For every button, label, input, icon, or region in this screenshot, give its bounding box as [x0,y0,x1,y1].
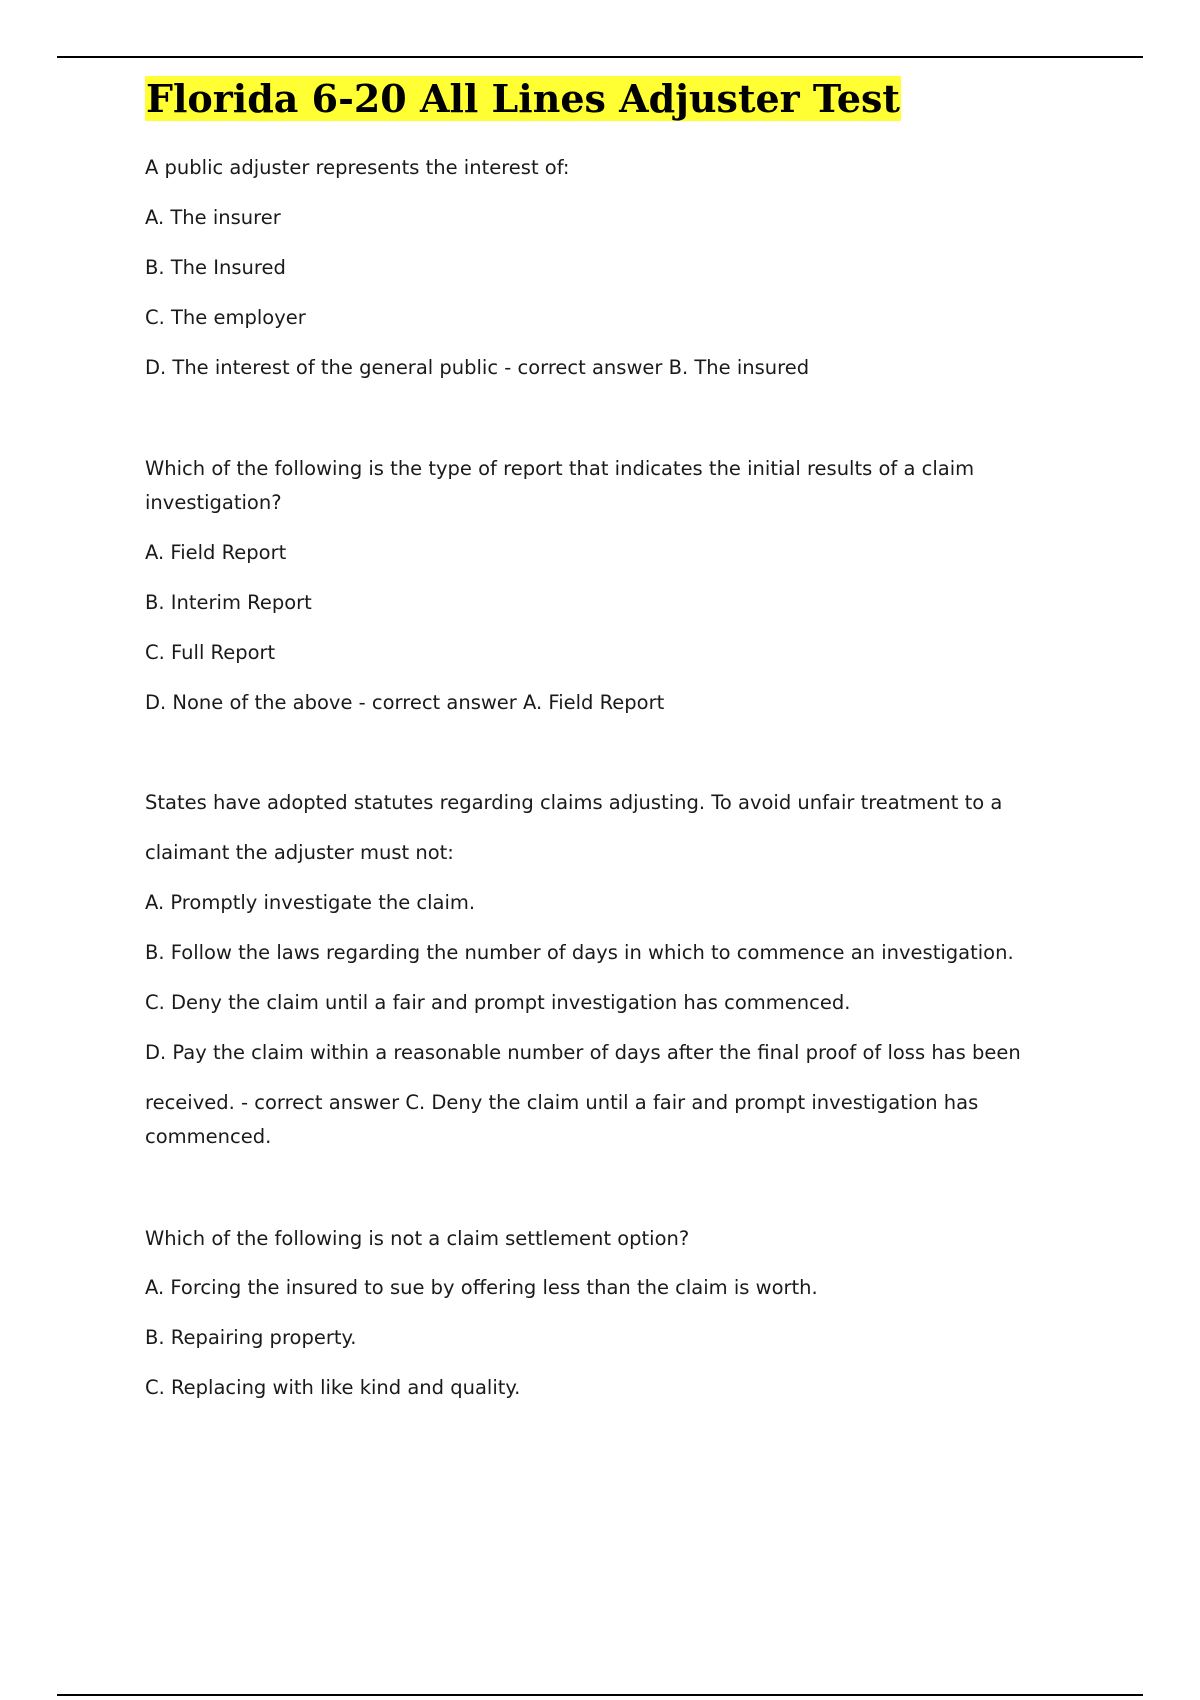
q2-option-a: A. Field Report [145,541,287,564]
q2-prompt: Which of the following is the type of report that indicates the initial results of a claim investigation? [145,457,975,514]
q3-option-d-continuation: received. - correct answer C. Deny the claim until a fair and prompt investigation has commenced. [145,1091,979,1148]
top-rule [57,56,1143,58]
q2-option-d: D. None of the above - correct answer A. Field Report [145,691,665,714]
q1-prompt: A public adjuster represents the interest of: [145,156,570,179]
title-highlight: Florida 6-20 All Lines Adjuster Test [146,76,900,121]
q4-option-b: B. Repairing property. [145,1326,357,1349]
q1-option-d: D. The interest of the general public - correct answer B. The insured [145,356,810,379]
q3-prompt-line-1: States have adopted statutes regarding claims adjusting. To avoid unfair treatment to a [145,791,1003,814]
q2-option-b: B. Interim Report [145,591,312,614]
q3-option-d: D. Pay the claim within a reasonable number of days after the final proof of loss has been [145,1041,1021,1064]
q1-option-b: B. The Insured [145,256,286,279]
q2-option-c: C. Full Report [145,641,276,664]
q3-option-b: B. Follow the laws regarding the number of days in which to commence an investigation. [145,941,1014,964]
q1-option-a: A. The insurer [145,206,281,229]
q3-prompt-line-2: claimant the adjuster must not: [145,841,454,864]
document-title [145,74,901,124]
q3-option-a: A. Promptly investigate the claim. [145,891,476,914]
bottom-rule [57,1694,1143,1696]
q4-option-a: A. Forcing the insured to sue by offering less than the claim is worth. [145,1276,818,1299]
q3-option-c: C. Deny the claim until a fair and prompt investigation has commenced. [145,991,851,1014]
q1-option-c: C. The employer [145,306,306,329]
q4-prompt: Which of the following is not a claim settlement option? [145,1227,690,1250]
q4-option-c: C. Replacing with like kind and quality. [145,1376,521,1399]
